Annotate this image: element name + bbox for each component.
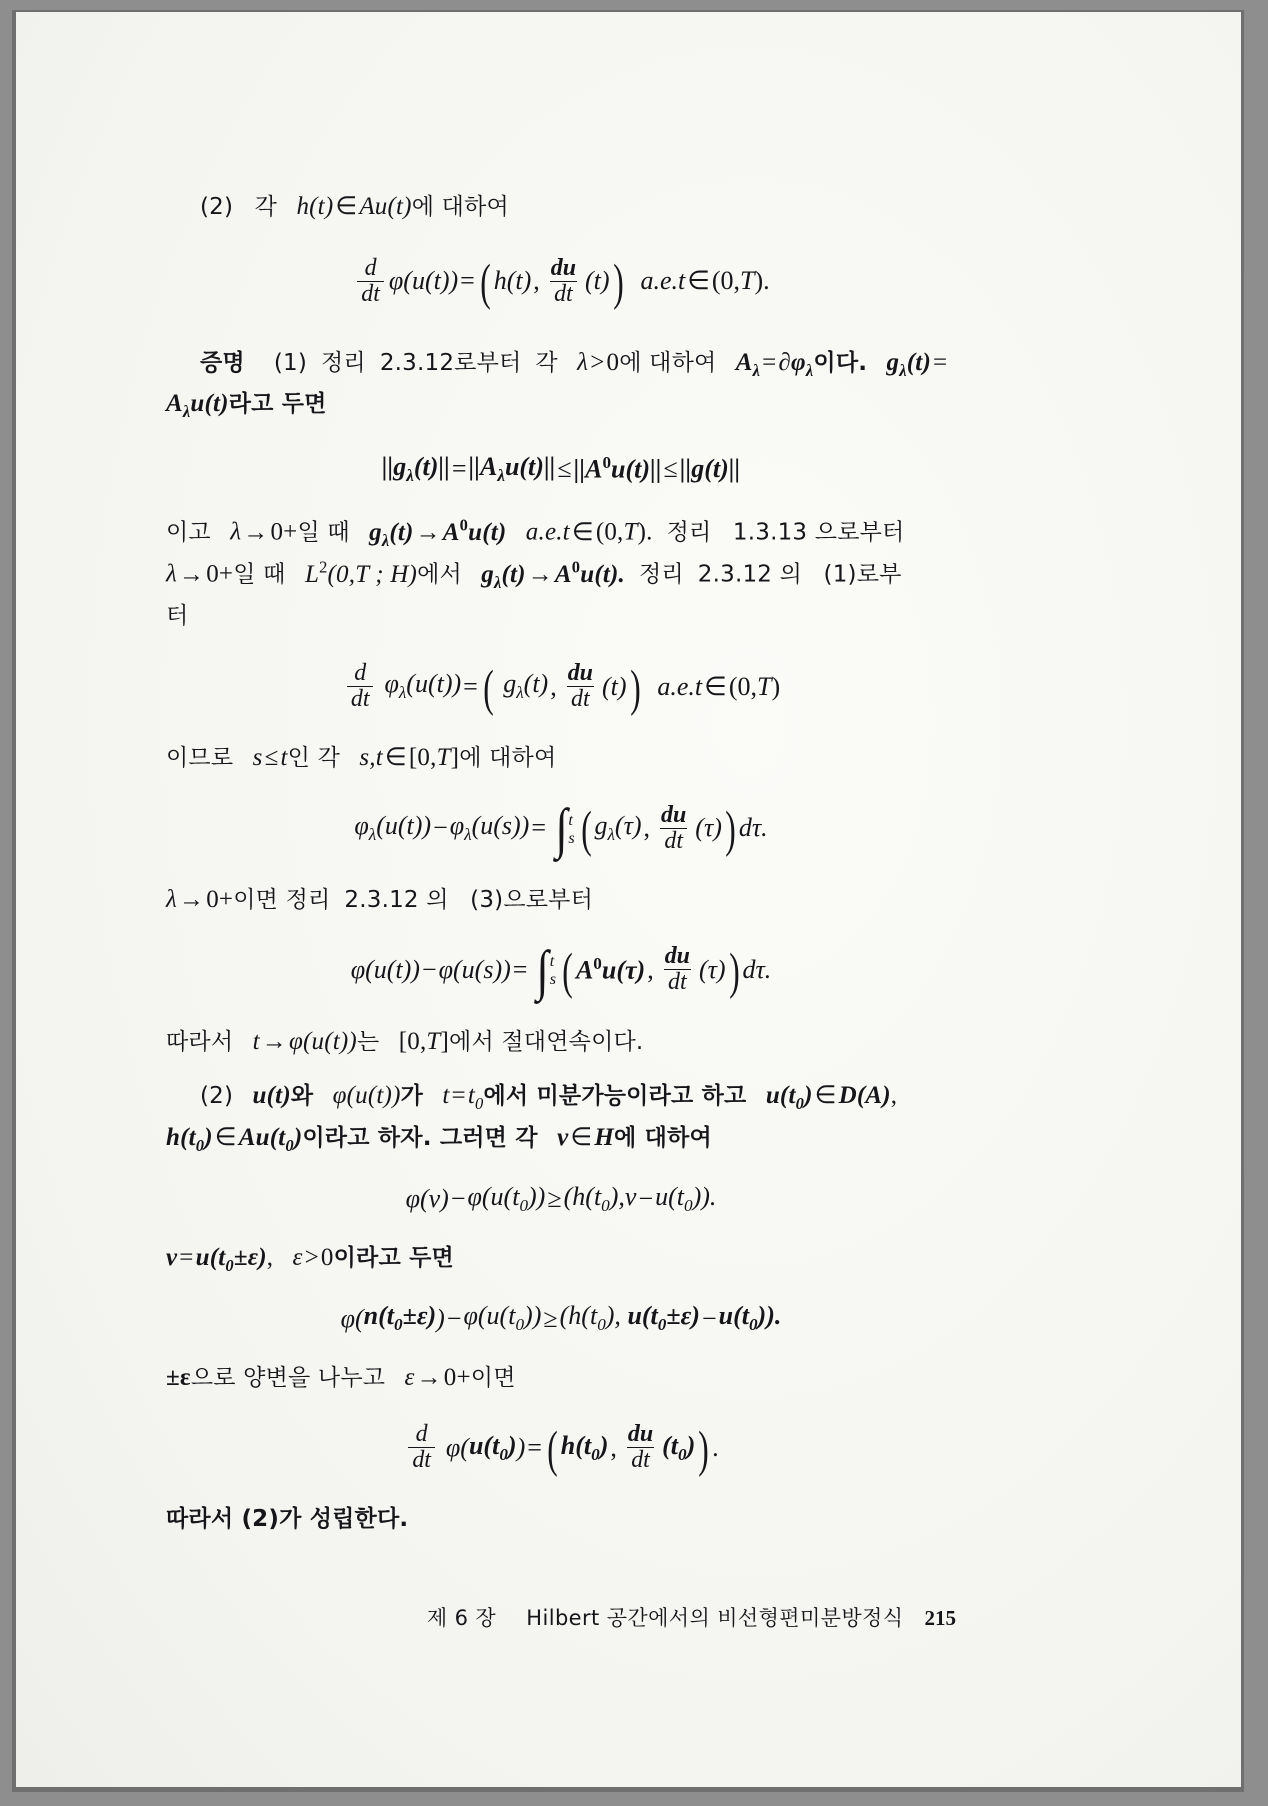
text-fragment: 에서 절대연속이다.: [449, 1028, 644, 1055]
text-fragment: 이라고 하자. 그러면 각: [302, 1124, 538, 1151]
text-fragment: 이면 정리: [233, 886, 331, 913]
equation-7: φ( $n(t_0\pm\varepsilon)$ ) − $\varphi(u(t_0))$ ≥ ($h(t_0)$, $u(t_0\pm\varepsilon)$ − $u(t_0)$).: [340, 1301, 782, 1335]
text-fragment: 정리: [666, 519, 712, 546]
text-fragment: 2.3.12로부터: [379, 349, 522, 376]
text-fragment: (3)으로부터: [470, 886, 594, 913]
paragraph-item2-body: (2) u(t)와 φ(u(t))가 $t=t_0$에서 미분가능이라고 하고 $u(t_0)\in D(A)$, $h(t_0)\in Au(t_0)$이라고 하자. 그러면 각 v∈H에 대하여: [166, 1082, 898, 1155]
paragraph-absolutely-continuous: 따라서 t→φ(u(t))는 [0,T]에서 절대연속이다.: [166, 1027, 644, 1055]
paragraph-substitution: $v=u(t_0\pm\varepsilon)$, ε>0이라고 두면: [166, 1243, 454, 1275]
paragraph-lambda-zero: λ→0+이면 정리 2.3.12 의 (3)으로부터: [166, 885, 594, 913]
text-fragment: 에 대하여: [619, 349, 717, 376]
equation-8: $\frac{d}{dt}$ φ( $u(t_0)$ ) = ( $h(t_0)$ , $\frac{du}{dt}$ $(t_0)$ ) .: [166, 1422, 956, 1473]
equation-5: φ(u(t)) − φ(u(s)) = ∫ t s ( $A^0u(\tau)$ , $\frac{du}{dt}$ (τ) ) dτ.: [350, 939, 772, 1002]
text-fragment: 따라서 (2)가 성립한다.: [166, 1506, 409, 1533]
paragraph-conclusion: [166, 1499, 956, 1540]
page-footer: [166, 1602, 956, 1632]
paragraph-proof-start: 증명 (1) 정리 2.3.12로부터 각 λ>0에 대하여 $A_\lambda=\partial\varphi_\lambda$이다. $g_\lambda(t)=$ $A_\lambda u(t)$라고 두면: [166, 348, 948, 422]
text-fragment: 따라서: [166, 1028, 234, 1055]
text-fragment: (1): [273, 349, 308, 376]
text-fragment: 정리: [638, 561, 684, 588]
text-fragment: 일 때: [297, 519, 350, 546]
page-shadow: [12, 10, 1244, 1792]
text-fragment: 에 대하여: [459, 745, 557, 772]
text-fragment: 정리: [321, 349, 366, 376]
text-fragment: 와: [290, 1083, 314, 1110]
page-number: 215: [924, 1606, 956, 1630]
text-fragment: (2): [200, 194, 234, 220]
equation-6: φ(v) − $\varphi(u(t_0))$ ≥ ($h(t_0),v$ − $u(t_0)$).: [405, 1181, 717, 1215]
paragraph-divide: ±ε으로 양변을 나누고 ε→0+이면: [166, 1363, 516, 1391]
text-fragment: 에 대하여: [614, 1124, 712, 1151]
text-fragment: 1.3.13 으로부터: [732, 519, 905, 546]
page-content: [166, 187, 956, 1544]
text-fragment: (2): [200, 1083, 234, 1110]
text-fragment: 에서: [417, 561, 462, 588]
text-fragment: 라고 두면: [228, 391, 327, 418]
text-fragment: 는: [356, 1028, 380, 1055]
text-fragment: 가: [400, 1083, 424, 1110]
document-page: [16, 12, 1241, 1787]
equation-2: $||g_\lambda(t)||$ = $||A_\lambda u(t)||$ ≤ $||A^0u(t)||$ ≤ ||g(t)||: [381, 452, 741, 486]
text-fragment: 2.3.12 의: [344, 886, 449, 913]
text-fragment: 이다.: [813, 349, 868, 376]
text-fragment: (1)로부: [823, 561, 902, 588]
equation-4: $\varphi_\lambda(u(t))$ − $\varphi_\lambda(u(s))$ = ∫ t s ( $g_\lambda(\tau)$ , $\frac{du}{dt}$ (τ) ) dτ.: [354, 797, 768, 860]
text-fragment: 일 때: [233, 561, 286, 588]
text-fragment: 인 각: [287, 745, 340, 772]
equation-3: $\frac{d}{dt}$ $\varphi_\lambda(u(t))$ = ( $g_\lambda(t)$ , $\frac{du}{dt}$ (t) ) a.e.t ∈ (0,T): [166, 661, 956, 712]
text-fragment: 각: [535, 349, 558, 376]
text-fragment: 이고: [166, 519, 211, 546]
text-fragment: 터: [166, 603, 189, 630]
text-fragment: 이면: [470, 1364, 516, 1391]
text-fragment: 2.3.12 의: [697, 561, 803, 588]
text-fragment: 에서 미분가능이라고 하고: [483, 1083, 747, 1110]
text-fragment: 각: [254, 194, 278, 220]
footer-chapter: 제 6 장: [426, 1606, 497, 1630]
paragraph-limit: 이고 λ→0+일 때 $g_\lambda(t)\to A^0u(t)$ a.e.t∈(0,T). 정리 1.3.13 으로부터 λ→0+일 때 $L^2(0,T$ ; H)에서 $g_\lambda(t)\to A^0u(t)$. 정리 2.3.12 의 (1)로부 터: [166, 515, 905, 630]
equation-1: $\frac{d}{dt}$ φ(u(t)) = ( h(t) , $\frac{du}{dt}$ (t) ) a.e.t ∈ (0,T).: [166, 256, 956, 307]
text-fragment: 에 대하여: [411, 194, 509, 220]
paragraph-therefore-1: 이므로 s≤t인 각 s,t∈[0,T]에 대하여: [166, 744, 557, 772]
paragraph-item2-intro: (2) 각 h(t)∈Au(t)에 대하여: [200, 193, 509, 220]
text-fragment: 이라고 두면: [333, 1244, 454, 1271]
footer-title: Hilbert 공간에서의 비선형편미분방정식: [526, 1606, 904, 1630]
proof-label: 증명: [200, 349, 245, 376]
text-fragment: 이므로: [166, 745, 234, 772]
text-fragment: 으로 양변을 나누고: [190, 1364, 386, 1391]
